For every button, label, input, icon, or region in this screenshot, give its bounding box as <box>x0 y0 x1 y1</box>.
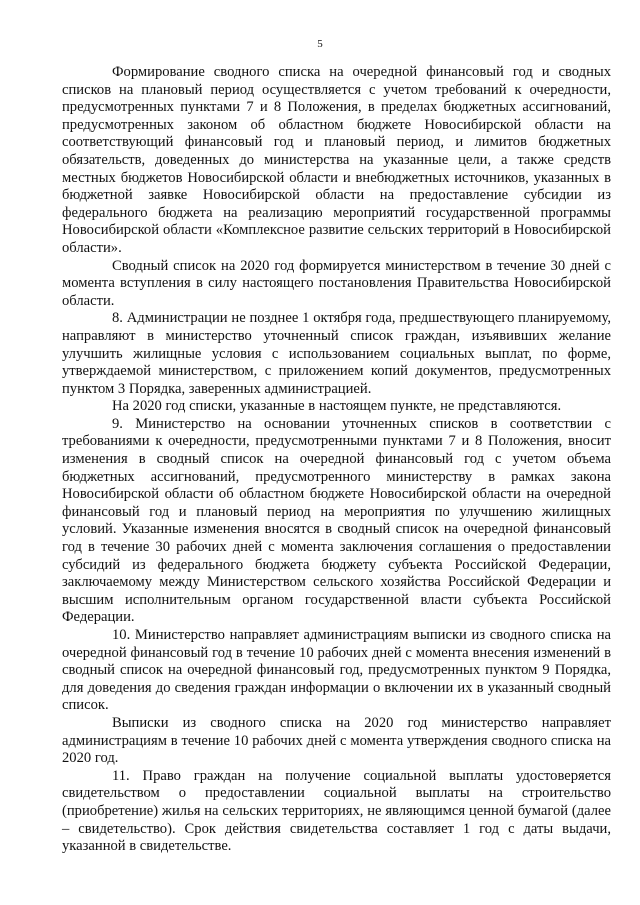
paragraph-item-9: 9. Министерство на основании уточненных списков в соответствии с требованиями к очередности, предусмотренными пунктами 7 и 8 Положения, вносит изменения в сводный список на очередной финансовый год с учетом объема бюджетных ассигнований, предусмотренного министерству в рамках закона Новосибирской области об областном бюджете Новосибирской области на очередной финансовый год и плановый период на мероприятия по улучшению жилищных условий. Указанные изменения вносятся в сводный список на очередной финансовый год в течение 30 рабочих дней с момента заключения соглашения о предоставлении субсидий из федерального бюджета бюджету субъекта Российской Федерации, заключаемому между Министерством сельского хозяйства Российской Федерации и высшим исполнительным органом государственной власти субъекта Российской Федерации. <box>62 415 611 626</box>
paragraph-2020-list: Сводный список на 2020 год формируется министерством в течение 30 дней с момента вступления в силу настоящего постановления Правительства Новосибирской области. <box>62 257 611 309</box>
paragraph-formation: Формирование сводного списка на очередной финансовый год и сводных списков на плановый период осуществляется с учетом требований к очередности, предусмотренных пунктами 7 и 8 Положения, в пределах бюджетных ассигнований, предусмотренных законом об областном бюджете Новосибирской области на соответствующий финансовый год и плановый период, и лимитов бюджетных обязательств, доведенных до министерства на указанные цели, а также средств местных бюджетов Новосибирской области и внебюджетных источников, указанных в бюджетной заявке Новосибирской области на предоставление субсидии из федерального бюджета на реализацию мероприятий государственной программы Новосибирской области «Комплексное развитие сельских территорий в Новосибирской области». <box>62 64 611 256</box>
paragraph-item-8: 8. Администрации не позднее 1 октября года, предшествующего планируемому, направляют в министерство уточненный список граждан, изъявивших желание улучшить жилищные условия с использованием социальных выплат, по форме, утверждаемой министерством, с приложением копий документов, предусмотренных пунктом 3 Порядка, заверенных администрацией. <box>62 310 611 397</box>
document-body <box>62 64 611 856</box>
page-number: 5 <box>317 38 323 50</box>
paragraph-item-10-note: Выписки из сводного списка на 2020 год министерство направляет администрациям в течение 10 рабочих дней с момента утверждения сводного списка на 2020 год. <box>62 714 611 767</box>
paragraph-item-11: 11. Право граждан на получение социальной выплаты удостоверяется свидетельством о предоставлении социальной выплаты на строительство (приобретение) жилья на сельских территориях, не являющимся ценной бумагой (далее – свидетельство). Срок действия свидетельства составляет 1 год с даты выдачи, указанной в свидетельстве. <box>62 767 611 855</box>
paragraph-item-10: 10. Министерство направляет администрациям выписки из сводного списка на очередной финансовый год в течение 10 рабочих дней с момента внесения изменений в сводный список на очередной финансовый год, предусмотренных пунктом 9 Порядка, для доведения до сведения граждан информации о включении их в указанный сводный список. <box>62 627 611 714</box>
paragraph-item-8-note: На 2020 год списки, указанные в настоящем пункте, не представляются. <box>112 398 562 415</box>
